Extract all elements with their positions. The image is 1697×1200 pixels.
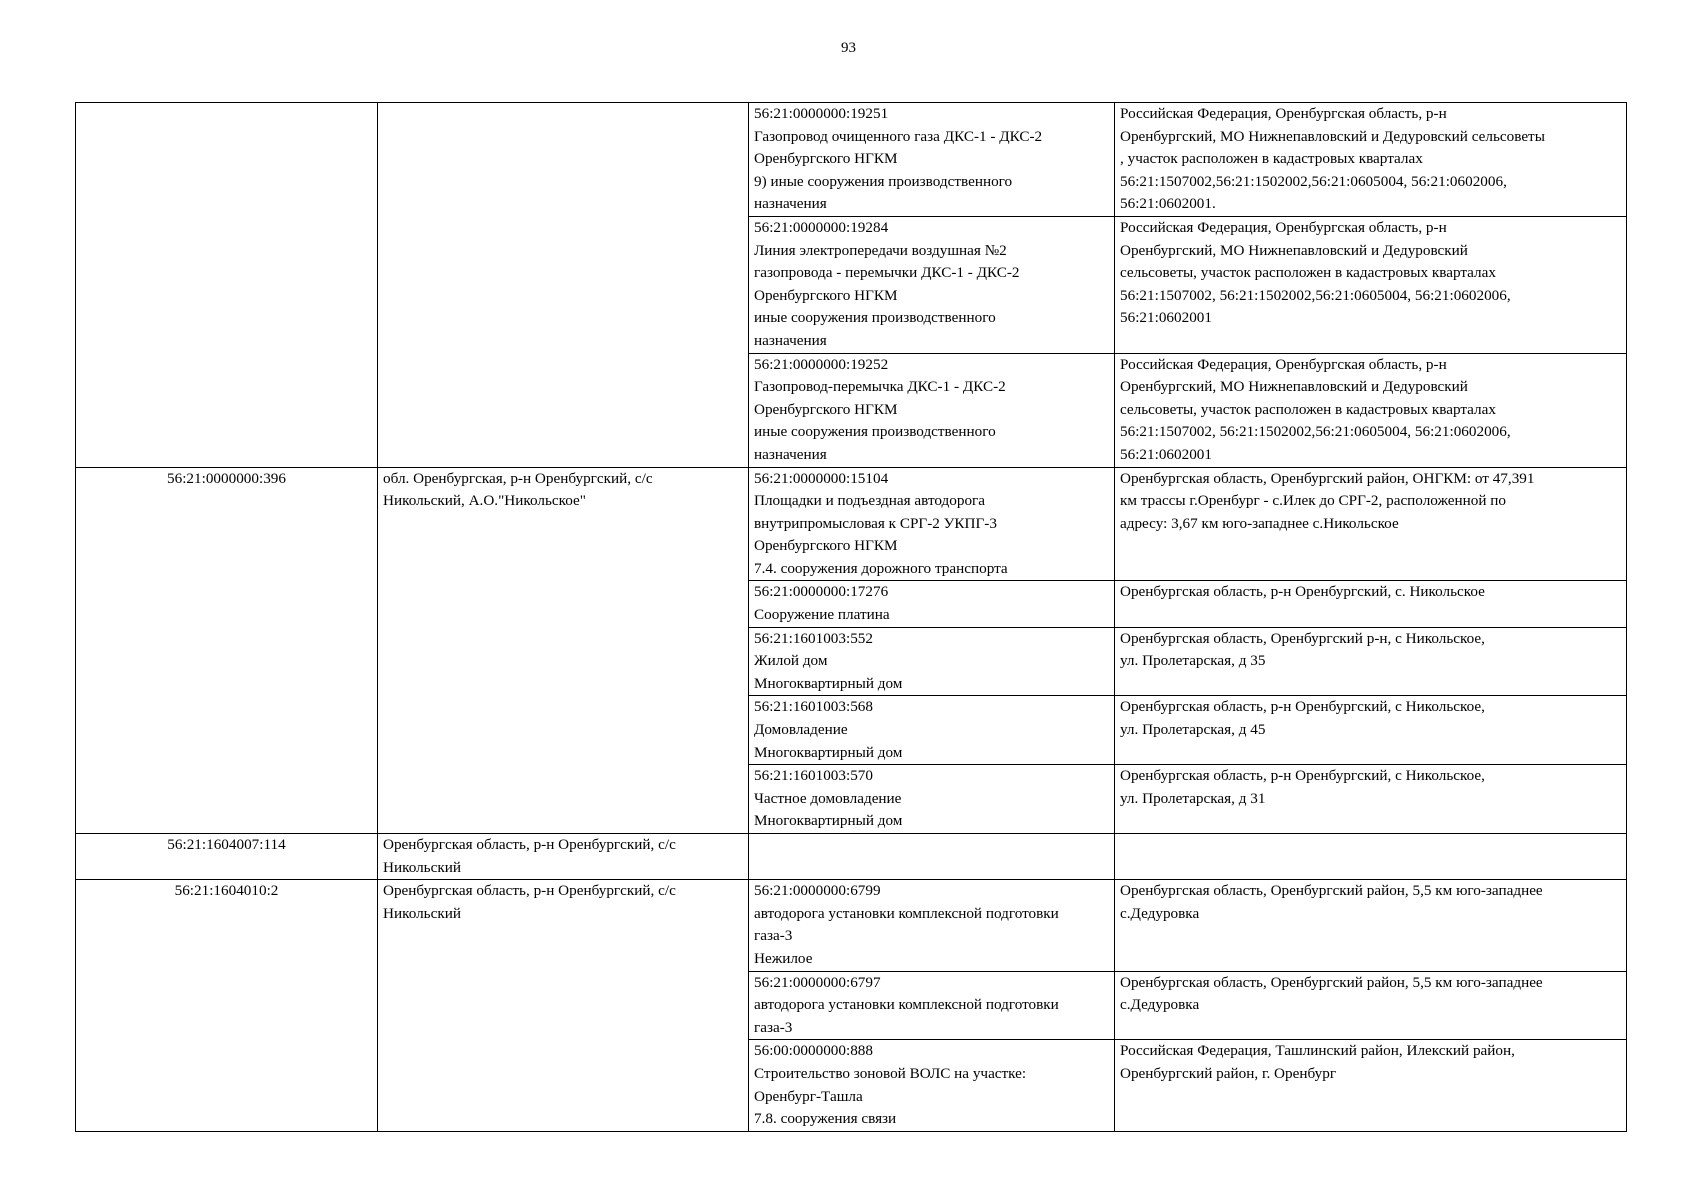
object-address-line: , участок расположен в кадастровых кварталах [1120,150,1423,168]
object-description-line: Домовладение [754,721,848,739]
object-description-line: 9) иные сооружения производственного [754,172,1013,190]
object-cadastral-number: 56:21:0000000:17276 [754,583,889,601]
object-description [749,581,1115,627]
object-description [749,696,1115,765]
object-address-line: ул. Пролетарская, д 35 [1120,652,1266,670]
object-address-line: сельсоветы, участок расположен в кадастровых кварталах [1120,400,1496,418]
object-description [749,467,1115,581]
object-cadastral-number: 56:21:1601003:570 [754,767,873,785]
object-address-line: Оренбургская область, р-н Оренбургский, с Никольское, [1120,767,1485,785]
object-address [1115,467,1627,581]
parcel-address-line: Никольский, А.О."Никольское" [383,492,586,510]
object-address-line: 56:21:0602001 [1120,309,1212,327]
object-cadastral-number: 56:21:0000000:6797 [754,973,881,991]
object-address-line: ул. Пролетарская, д 45 [1120,721,1266,739]
object-address-line: Оренбургская область, Оренбургский район, ОНГКМ: от 47,391 [1120,469,1535,487]
object-address-line: 56:21:0602001 [1120,445,1212,463]
object-description-line: Нежилое [754,949,813,967]
object-address-line: Оренбургская область, р-н Оренбургский, с Никольское, [1120,698,1485,716]
parcel-cadastral-number: 56:21:1604010:2 [76,880,378,1132]
object-description-line: иные сооружения производственного [754,423,996,441]
object-cadastral-number: 56:21:0000000:6799 [754,882,881,900]
parcel-address [378,103,749,468]
object-description-line: Оренбургского НГКМ [754,150,898,168]
object-cadastral-number: 56:21:1601003:568 [754,698,873,716]
object-address-line: Российская Федерация, Оренбургская область, р-н [1120,218,1447,236]
object-description-line: Строительство зоновой ВОЛС на участке: [754,1064,1027,1082]
object-description-line: Оренбургского НГКМ [754,537,898,555]
object-description-line: газа-3 [754,1018,793,1036]
object-address-line: 56:21:1507002, 56:21:1502002,56:21:0605004, 56:21:0602006, [1120,286,1511,304]
parcel-address [378,880,749,1132]
parcel-cadastral-number [76,103,378,468]
object-address [1115,627,1627,696]
register-table [75,102,1627,1132]
object-address [1115,834,1627,880]
table-row [76,880,1627,971]
object-description-line: Оренбургского НГКМ [754,286,898,304]
object-address-line: Российская Федерация, Оренбургская область, р-н [1120,355,1447,373]
object-description-line: автодорога установки комплексной подготовки [754,904,1059,922]
object-cadastral-number: 56:21:0000000:15104 [754,469,889,487]
object-address-line: Оренбургский, МО Нижнепавловский и Дедуровский [1120,378,1468,396]
object-description [749,353,1115,467]
parcel-address-line: Никольский [383,904,461,922]
register-body [76,103,1627,1132]
object-address-line: Оренбургская область, Оренбургский район, 5,5 км юго-западнее [1120,973,1543,991]
object-address-line: с.Дедуровка [1120,904,1200,922]
object-description-line: 7.8. сооружения связи [754,1110,897,1128]
object-description-line: Жилой дом [754,652,828,670]
object-address-line: Оренбургская область, Оренбургский р-н, с Никольское, [1120,629,1485,647]
object-address [1115,971,1627,1040]
object-address-line: 56:21:1507002, 56:21:1502002,56:21:0605004, 56:21:0602006, [1120,423,1511,441]
object-description-line: газа-3 [754,927,793,945]
parcel-address-line: Оренбургская область, р-н Оренбургский, с/с [383,882,676,900]
object-address-line: Оренбургский, МО Нижнепавловский и Дедуровский [1120,241,1468,259]
object-description-line: Сооружение платина [754,606,890,624]
object-description-line: 7.4. сооружения дорожного транспорта [754,559,1008,577]
object-description-line: Частное домовладение [754,789,902,807]
object-address-line: 56:21:1507002,56:21:1502002,56:21:0605004, 56:21:0602006, [1120,172,1507,190]
object-description [749,765,1115,834]
object-cadastral-number: 56:00:0000000:888 [754,1042,873,1060]
object-address [1115,216,1627,353]
object-description-line: автодорога установки комплексной подготовки [754,996,1059,1014]
object-description-line: Линия электропередачи воздушная №2 [754,241,1007,259]
object-cadastral-number: 56:21:1601003:552 [754,629,873,647]
object-address [1115,103,1627,217]
parcel-cadastral-number: 56:21:0000000:396 [76,467,378,834]
object-description [749,103,1115,217]
table-row [76,467,1627,581]
object-address-line: 56:21:0602001. [1120,195,1216,213]
object-description-line: Газопровод-перемычка ДКС-1 - ДКС-2 [754,378,1006,396]
object-cadastral-number: 56:21:0000000:19252 [754,355,889,373]
object-description-line: Многоквартирный дом [754,743,903,761]
object-address [1115,696,1627,765]
page-number: 93 [841,40,856,56]
object-description-line: назначения [754,445,827,463]
object-address [1115,1040,1627,1131]
object-address [1115,765,1627,834]
object-address-line: Российская Федерация, Оренбургская область, р-н [1120,105,1447,122]
object-address-line: Российская Федерация, Ташлинский район, Илекский район, [1120,1042,1515,1060]
object-address [1115,353,1627,467]
object-address-line: с.Дедуровка [1120,996,1200,1014]
parcel-address-line: Оренбургская область, р-н Оренбургский, с/с [383,836,676,853]
object-address-line: сельсоветы, участок расположен в кадастровых кварталах [1120,264,1496,282]
object-cadastral-number: 56:21:0000000:19251 [754,105,889,122]
object-address [1115,880,1627,971]
object-address-line: Оренбургский район, г. Оренбург [1120,1064,1337,1082]
object-description [749,627,1115,696]
object-description [749,216,1115,353]
object-address-line: ул. Пролетарская, д 31 [1120,789,1266,807]
object-description-line: Оренбург-Ташла [754,1087,863,1105]
parcel-address-line: Никольский [383,858,461,876]
object-description [749,971,1115,1040]
object-description-line: иные сооружения производственного [754,309,996,327]
object-address-line: адресу: 3,67 км юго-западнее с.Никольское [1120,514,1399,532]
parcel-address [378,834,749,880]
object-address [1115,581,1627,627]
object-description-line: Многоквартирный дом [754,674,903,692]
object-cadastral-number: 56:21:0000000:19284 [754,218,889,236]
object-description-line: назначения [754,195,827,213]
parcel-address-line: обл. Оренбургская, р-н Оренбургский, с/с [383,469,653,487]
object-description-line: Газопровод очищенного газа ДКС-1 - ДКС-2 [754,127,1043,145]
object-description-line: внутрипромысловая к СРГ-2 УКПГ-3 [754,514,997,532]
object-description [749,880,1115,971]
object-address-line: Оренбургская область, Оренбургский район, 5,5 км юго-западнее [1120,882,1543,900]
object-address-line: Оренбургская область, р-н Оренбургский, с. Никольское [1120,583,1485,601]
parcel-cadastral-number: 56:21:1604007:114 [76,834,378,880]
table-row [76,834,1627,880]
object-description-line: Оренбургского НГКМ [754,400,898,418]
object-description-line: газопровода - перемычки ДКС-1 - ДКС-2 [754,264,1020,282]
object-address-line: Оренбургский, МО Нижнепавловский и Дедуровский сельсоветы [1120,127,1545,145]
object-description [749,1040,1115,1131]
object-description-line: назначения [754,331,827,349]
parcel-address [378,467,749,834]
object-address-line: км трассы г.Оренбург - с.Илек до СРГ-2, расположенной по [1120,492,1507,510]
object-description-line: Многоквартирный дом [754,812,903,830]
object-description [749,834,1115,880]
object-description-line: Площадки и подъездная автодорога [754,492,986,510]
table-row [76,103,1627,217]
